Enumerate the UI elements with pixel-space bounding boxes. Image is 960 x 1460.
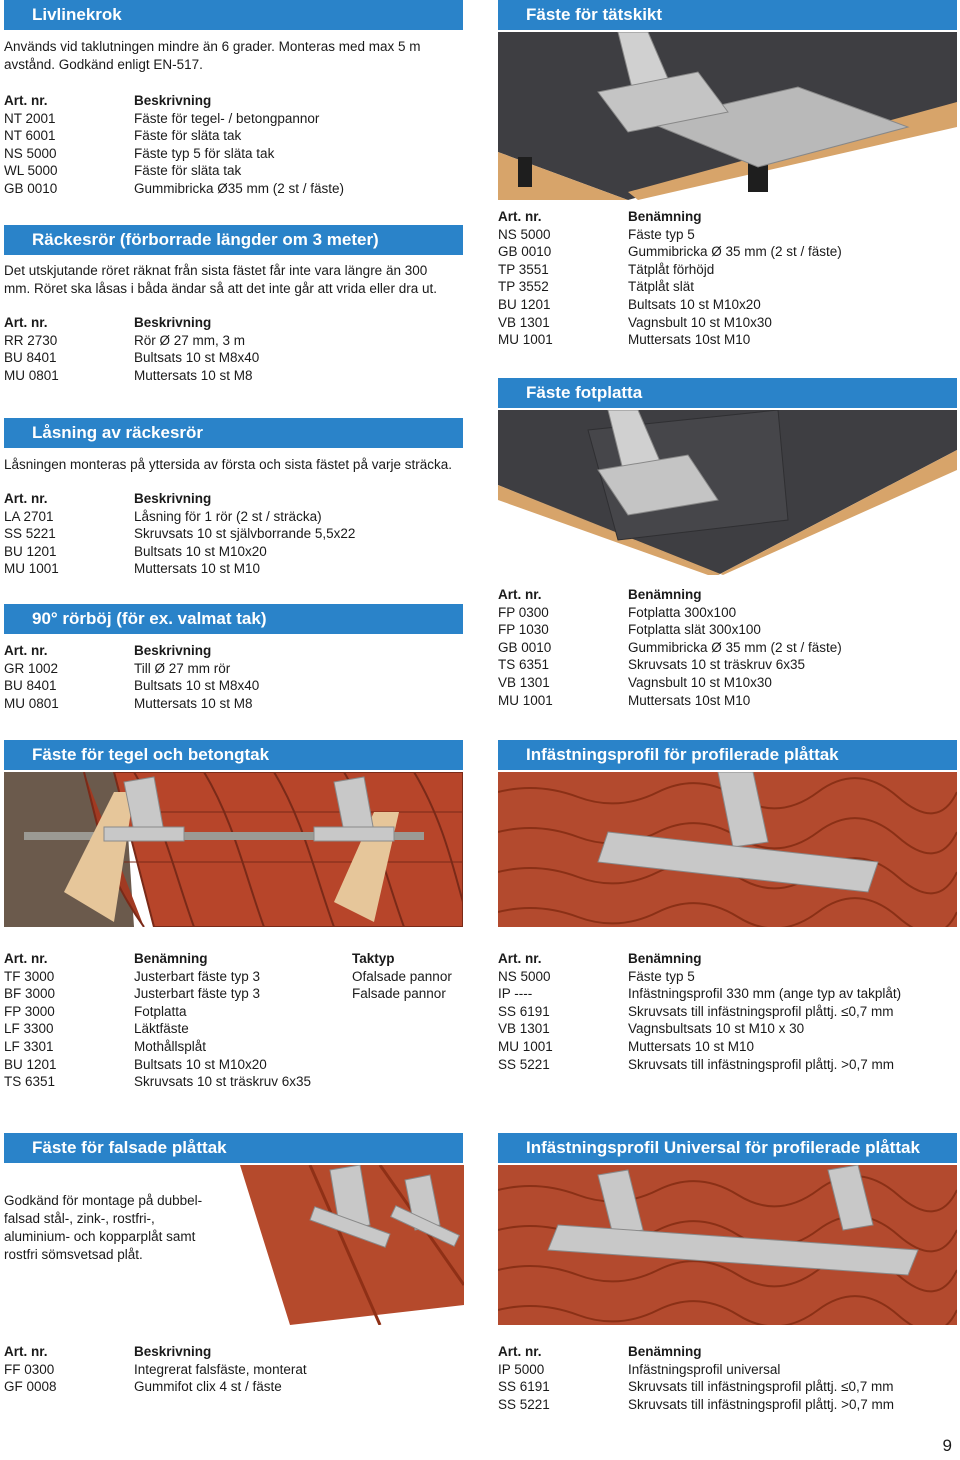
section-header-infprofil: Infästningsprofil för profilerade plåttak <box>498 740 957 770</box>
table-row: NT 6001 Fäste för släta tak <box>4 128 242 144</box>
profiled-roof-image <box>498 772 957 927</box>
table-row: NT 2001 Fäste för tegel- / betongpannor <box>4 110 320 126</box>
table-row: TF 3000 Justerbart fäste typ 3 Ofalsade pannor <box>4 968 452 984</box>
lasning-table <box>4 490 355 578</box>
universal-table <box>498 1343 894 1413</box>
table-header: Art. nr. Benämning <box>498 587 702 602</box>
table-row: BU 1201 Bultsats 10 st M10x20 <box>4 1056 267 1072</box>
table-row: SS 5221 Skruvsats till infästningsprofil plåttj. >0,7 mm <box>498 1056 894 1072</box>
table-row: GR 1002 Till Ø 27 mm rör <box>4 660 231 676</box>
table-row: BU 8401 Bultsats 10 st M8x40 <box>4 350 260 366</box>
table-row: MU 0801 Muttersats 10 st M8 <box>4 367 253 383</box>
table-row: TS 6351 Skruvsats 10 st träskruv 6x35 <box>498 657 806 673</box>
section-header-rackesror: Räckesrör (förborrade längder om 3 meter) <box>4 225 463 255</box>
table-row: SS 5221 Skruvsats 10 st självborrande 5,5x22 <box>4 526 356 542</box>
rorboj-table <box>4 642 259 712</box>
table-row: LA 2701 Låsning för 1 rör (2 st / sträcka) <box>4 508 322 524</box>
section-header-rorboj: 90° rörböj (för ex. valmat tak) <box>4 604 463 634</box>
table-row: BF 3000 Justerbart fäste typ 3 Falsade pannor <box>4 986 446 1002</box>
rackesror-intro: Det utskjutande röret räknat från sista fästet får inte vara längre än 300 mm. Röret ska låsas i båda ändar så att det inte går att vrida eller dra ut. <box>4 263 437 296</box>
table-row: VB 1301 Vagnsbult 10 st M10x30 <box>498 314 772 330</box>
infprofil-table <box>498 950 901 1073</box>
page-number: 9 <box>942 1436 952 1455</box>
table-header: Art. nr. Benämning <box>498 209 702 224</box>
table-row: VB 1301 Vagnsbultsats 10 st M10 x 30 <box>498 1021 805 1037</box>
table-row: NS 5000 Fäste typ 5 <box>498 968 695 984</box>
table-row: SS 6191 Skruvsats till infästningsprofil plåttj. ≤0,7 mm <box>498 1379 894 1395</box>
membrane-roof-mount-image <box>498 32 957 200</box>
table-row: MU 1001 Muttersats 10 st M10 <box>498 1038 755 1054</box>
standing-seam-roof-image <box>230 1165 464 1325</box>
universal-profile-roof-image <box>498 1165 957 1325</box>
table-header: Art. nr. Beskrivning <box>4 1344 212 1359</box>
fotplatta-table <box>498 586 842 709</box>
table-header: Art. nr. Benämning <box>498 1344 702 1359</box>
table-row: GF 0008 Gummifot clix 4 st / fäste <box>4 1379 282 1395</box>
table-row: NS 5000 Fäste typ 5 för släta tak <box>4 145 275 161</box>
table-header: Art. nr. Benämning <box>498 951 702 966</box>
table-row: MU 1001 Muttersats 10st M10 <box>498 332 751 348</box>
table-row: SS 5221 Skruvsats till infästningsprofil plåttj. >0,7 mm <box>498 1396 894 1412</box>
table-row: FF 0300 Integrerat falsfäste, monterat <box>4 1361 307 1377</box>
table-row: BU 1201 Bultsats 10 st M10x20 <box>4 543 267 559</box>
table-row: IP 5000 Infästningsprofil universal <box>498 1361 781 1377</box>
table-header: Art. nr. Beskrivning <box>4 315 212 330</box>
tatskikt-table <box>498 208 842 349</box>
table-row: GB 0010 Gummibricka Ø 35 mm (2 st / fäste) <box>498 244 842 260</box>
section-header-tatskikt: Fäste för tätskikt <box>498 0 957 30</box>
table-row: GB 0010 Gummibricka Ø35 mm (2 st / fäste) <box>4 180 345 196</box>
section-header-livlinekrok: Livlinekrok <box>4 0 463 30</box>
table-row: WL 5000 Fäste för släta tak <box>4 163 242 179</box>
livlinekrok-table <box>4 92 344 198</box>
table-row: LF 3300 Läktfäste <box>4 1021 189 1037</box>
section-header-lasning: Låsning av räckesrör <box>4 418 463 448</box>
foot-plate-image <box>498 410 957 575</box>
table-row: FP 1030 Fotplatta slät 300x100 <box>498 622 761 638</box>
tiled-roof-image <box>4 772 463 927</box>
table-row: TS 6351 Skruvsats 10 st träskruv 6x35 <box>4 1074 312 1090</box>
table-row: NS 5000 Fäste typ 5 <box>498 226 695 242</box>
section-header-falsade: Fäste för falsade plåttak <box>4 1133 463 1163</box>
tegel-table <box>4 950 452 1091</box>
falsade-intro: Godkänd för montage på dubbel- falsad stål-, zink-, rostfri-, aluminium- och kopparplåt samt rostfri sömsvetsad plåt. <box>4 1193 203 1262</box>
livlinekrok-intro: Används vid taklutningen mindre än 6 grader. Monteras med max 5 m avstånd. Godkänd enligt EN-517. <box>4 39 421 72</box>
falsade-table <box>4 1343 307 1396</box>
table-row: IP ---- Infästningsprofil 330 mm (ange typ av takplåt) <box>498 986 902 1002</box>
lasning-intro: Låsningen monteras på yttersida av första och sista fästet på varje sträcka. <box>4 457 452 472</box>
table-row: FP 3000 Fotplatta <box>4 1003 187 1019</box>
table-row: MU 1001 Muttersats 10 st M10 <box>4 561 261 577</box>
table-header: Art. nr. Beskrivning <box>4 93 212 108</box>
table-row: TP 3551 Tätplåt förhöjd <box>498 261 715 277</box>
table-row: BU 1201 Bultsats 10 st M10x20 <box>498 296 761 312</box>
section-header-universal: Infästningsprofil Universal för profilerade plåttak <box>498 1133 957 1163</box>
table-row: RR 2730 Rör Ø 27 mm, 3 m <box>4 332 246 348</box>
table-row: MU 0801 Muttersats 10 st M8 <box>4 695 253 711</box>
table-row: BU 8401 Bultsats 10 st M8x40 <box>4 678 260 694</box>
table-row: VB 1301 Vagnsbult 10 st M10x30 <box>498 674 772 690</box>
section-header-tegel: Fäste för tegel och betongtak <box>4 740 463 770</box>
table-row: LF 3301 Mothållsplåt <box>4 1038 207 1054</box>
table-row: TP 3552 Tätplåt slät <box>498 279 695 295</box>
table-header: Art. nr. Beskrivning <box>4 643 212 658</box>
table-header: Art. nr. Beskrivning <box>4 491 212 506</box>
table-row: FP 0300 Fotplatta 300x100 <box>498 604 737 620</box>
table-row: SS 6191 Skruvsats till infästningsprofil plåttj. ≤0,7 mm <box>498 1003 894 1019</box>
rackesror-table <box>4 314 259 384</box>
section-header-fotplatta: Fäste fotplatta <box>498 378 957 408</box>
table-row: GB 0010 Gummibricka Ø 35 mm (2 st / fäste) <box>498 639 842 655</box>
table-row: MU 1001 Muttersats 10st M10 <box>498 692 751 708</box>
table-header: Art. nr. Benämning Taktyp <box>4 951 395 966</box>
